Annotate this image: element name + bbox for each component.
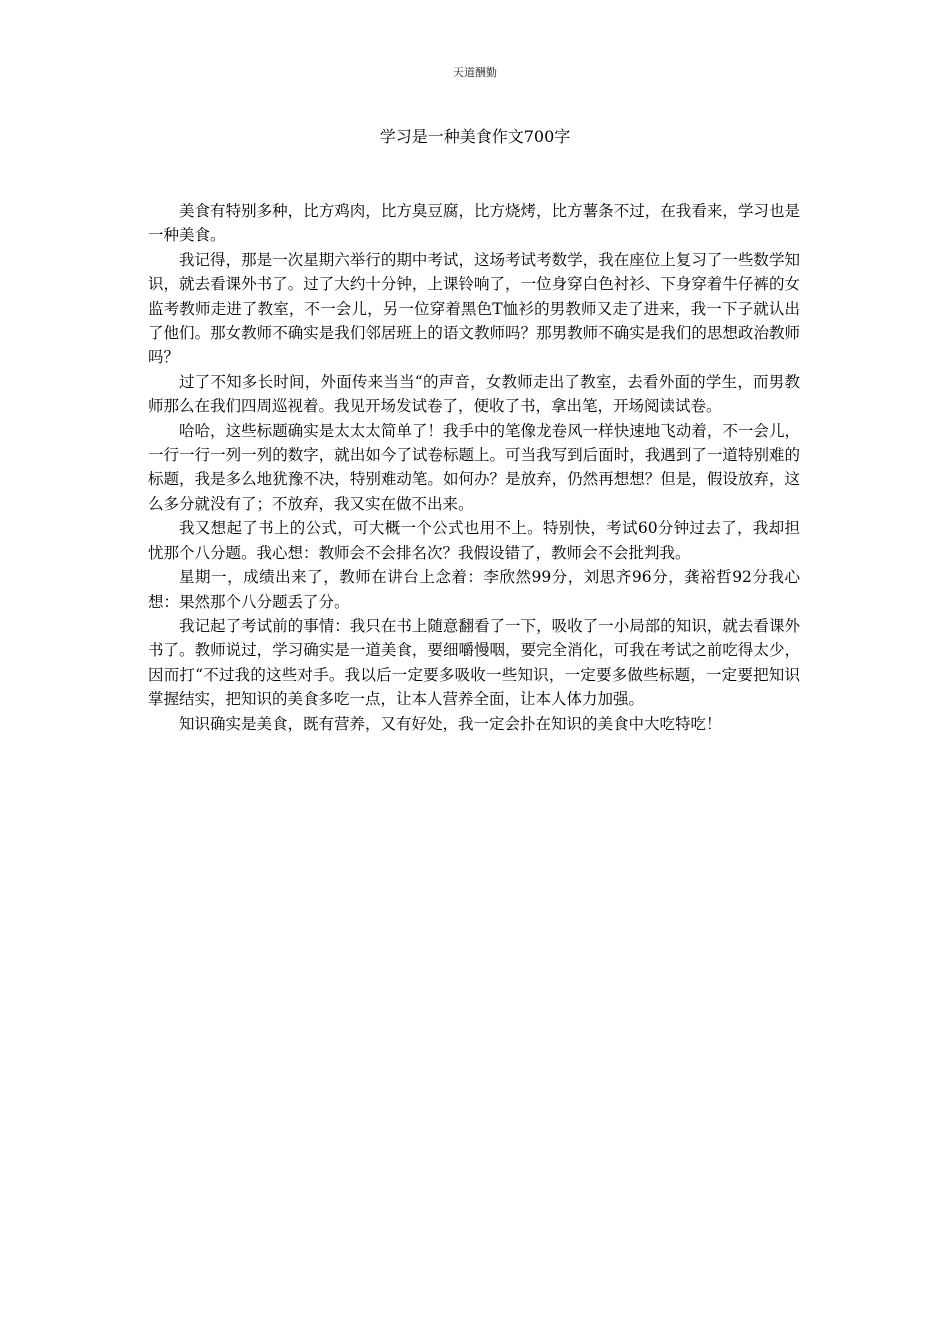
paragraph: 过了不知多长时间，外面传来当当“的声音，女教师走出了教室，去看外面的学生，而男教师那么在我们四周巡视着。我见开场发试卷了，便收了书，拿出笔，开场阅读试卷。 xyxy=(148,372,800,416)
paragraph: 美食有特别多种，比方鸡肉，比方臭豆腐，比方烧烤，比方薯条不过，在我看来，学习也是一种美食。 xyxy=(148,202,800,245)
document-body xyxy=(148,199,800,736)
paragraph: 我又想起了书上的公式，可大概一个公式也用不上。特别快，考试60分钟过去了，我却担忧那个八分题。我心想：教师会不会排名次？我假设错了，教师会不会批判我。 xyxy=(148,519,800,562)
page-header: 天道酬勤 xyxy=(453,66,497,79)
paragraph: 哈哈，这些标题确实是太太太简单了！我手中的笔像龙卷风一样快速地飞动着，不一会儿，一行一行一列一列的数字，就出如今了试卷标题上。可当我写到后面时，我遇到了一道特别难的标题，我是多么地犹豫不决，特别难动笔。如何办？是放弃，仍然再想想？但是，假设放弃，这么多分就没有了；不放弃，我又实在做不出来。 xyxy=(148,421,800,513)
paragraph: 星期一，成绩出来了，教师在讲台上念着：李欣然99分，刘思齐96分，龚裕哲92分我心想：果然那个八分题丢了分。 xyxy=(148,568,800,611)
document-title: 学习是一种美食作文700字 xyxy=(379,127,571,146)
paragraph: 我记起了考试前的事情：我只在书上随意翻看了一下，吸收了一小局部的知识，就去看课外书了。教师说过，学习确实是一道美食，要细嚼慢咽，要完全消化，可我在考试之前吃得太少，因而打“不过我的这些对手。我以后一定要多吸收一些知识，一定要多做些标题，一定要把知识掌握结实，把知识的美食多吃一点，让本人营养全面，让本人体力加强。 xyxy=(148,616,800,709)
paragraph: 我记得，那是一次星期六举行的期中考试，这场考试考数学，我在座位上复习了一些数学知识，就去看课外书了。过了大约十分钟，上课铃响了，一位身穿白色衬衫、下身穿着牛仔裤的女监考教师走进了教室，不一会儿，另一位穿着黑色T恤衫的男教师又走了进来，我一下子就认出了他们。那女教师不确实是我们邻居班上的语文教师吗？那男教师不确实是我们的思想政治教师吗？ xyxy=(148,250,800,367)
paragraph: 知识确实是美食，既有营养，又有好处，我一定会扑在知识的美食中大吃特吃！ xyxy=(179,714,722,733)
